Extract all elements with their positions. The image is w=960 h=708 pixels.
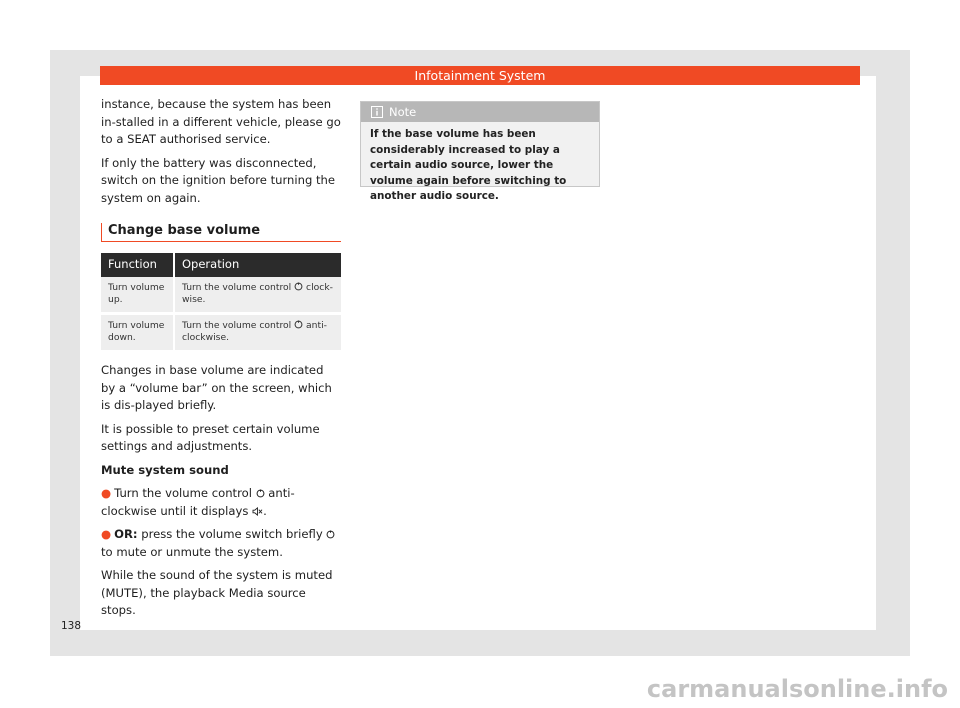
function-cell: Turn volume up.	[101, 277, 173, 312]
body-paragraph: While the sound of the system is muted (MUTE), the playback Media source stops.	[101, 568, 333, 617]
speaker-muted-icon	[252, 507, 263, 516]
note-label: Note	[389, 105, 417, 119]
table-row	[101, 312, 341, 350]
table-header-row	[101, 253, 341, 277]
note-box	[360, 101, 600, 202]
operation-cell: Turn the volume control anti-clockwise.	[173, 312, 341, 350]
section-heading	[101, 221, 341, 241]
intro-paragraph: If only the battery was disconnected, switch on the ignition before turning the system on again.	[101, 155, 336, 205]
body-paragraph: It is possible to preset certain volume settings and adjustments.	[101, 421, 320, 453]
function-cell: Turn volume down.	[101, 312, 173, 350]
body-paragraph: Changes in base volume are indicated by a “volume bar” on the screen, which is dis-played briefly.	[101, 363, 332, 412]
list-item: ● Turn the volume control anti-clockwise until it displays .	[101, 486, 295, 518]
watermark: carmanualsonline.info	[646, 675, 948, 703]
knob-icon	[294, 282, 303, 291]
column-header-operation: Operation	[173, 253, 341, 277]
list-item: ● OR: press the volume switch briefly to mute or unmute the system.	[101, 526, 341, 561]
note-text: If the base volume has been considerably increased to play a certain audio source, lower the volume again before switching to another audio source.	[370, 128, 567, 202]
bullet-icon: ●	[101, 527, 112, 541]
knob-icon	[294, 320, 303, 329]
heading-rule	[101, 241, 341, 242]
page-number: 138	[61, 620, 82, 632]
intro-paragraph: instance, because the system has been in-stalled in a different vehicle, please go to a SEAT authorised service.	[101, 97, 341, 146]
knob-icon	[326, 530, 335, 539]
table-row	[101, 277, 341, 312]
section-title: Change base volume	[108, 223, 261, 238]
info-icon	[371, 106, 383, 118]
heading-accent-bar	[101, 223, 102, 241]
volume-operation-table	[101, 253, 341, 350]
column-header-function: Function	[101, 253, 173, 277]
bullet-icon: ●	[101, 486, 112, 500]
mute-heading: Mute system sound	[101, 462, 229, 477]
operation-cell: Turn the volume control clock-wise.	[173, 277, 341, 312]
chapter-title: Infotainment System	[414, 68, 546, 83]
knob-icon	[256, 489, 265, 498]
left-column	[101, 96, 341, 626]
note-header	[361, 102, 599, 122]
chapter-header	[100, 66, 860, 85]
